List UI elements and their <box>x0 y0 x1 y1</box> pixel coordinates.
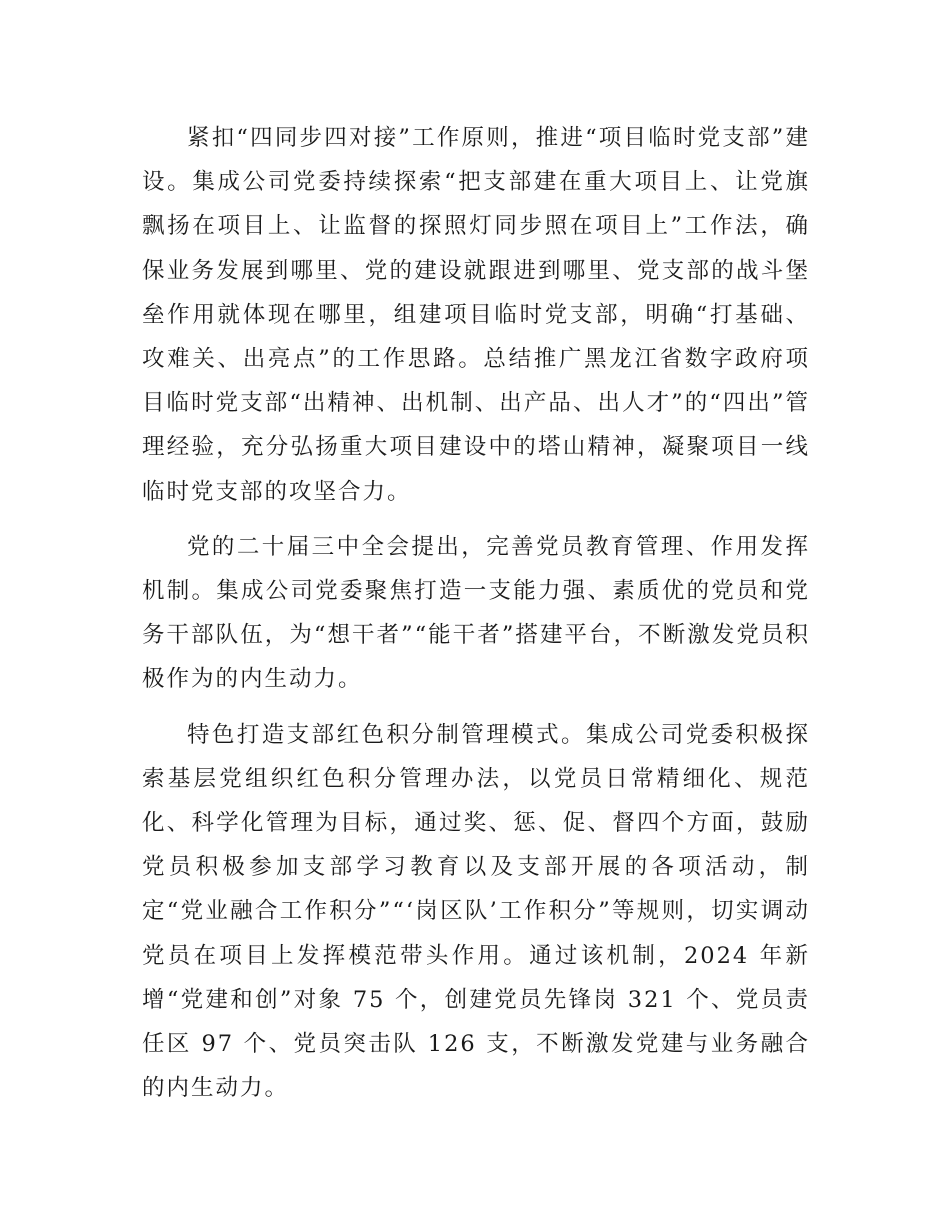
paragraph-red-points-system: 特色打造支部红色积分制管理模式。集成公司党委积极探索基层党组织红色积分管理办法，以党员日常精细化、规范化、科学化管理为目标，通过奖、惩、促、督四个方面，鼓励党员积极参加支部学习教育以及支部开展的各项活动，制定“党业融合工作积分”“‘岗区队’工作积分”等规则，切实调动党员在项目上发挥模范带头作用。通过该机制，2024 年新增“党建和创”对象 75 个，创建党员先锋岗 321 个、党员责任区 97 个、党员突击队 126 支，不断激发党建与业务融合的内生动力。 <box>142 721 810 1102</box>
paragraph-project-party-branch: 紧扣“四同步四对接”工作原则，推进“项目临时党支部”建设。集成公司党委持续探索“把支部建在重大项目上、让党旗飘扬在项目上、让监督的探照灯同步照在项目上”工作法，确保业务发展到哪里、党的建设就跟进到哪里、党支部的战斗堡垒作用就体现在哪里，组建项目临时党支部，明确“打基础、攻难关、出亮点”的工作思路。总结推广黑龙江省数字政府项目临时党支部“出精神、出机制、出产品、出人才”的“四出”管理经验，充分弘扬重大项目建设中的塔山精神，凝聚项目一线临时党支部的攻坚合力。 <box>142 125 810 505</box>
paragraph-member-education: 党的二十届三中全会提出，完善党员教育管理、作用发挥机制。集成公司党委聚焦打造一支能力强、素质优的党员和党务干部队伍，为“想干者”“能干者”搭建平台，不断激发党员积极作为的内生动力。 <box>142 533 810 693</box>
document-body <box>142 116 810 1121</box>
